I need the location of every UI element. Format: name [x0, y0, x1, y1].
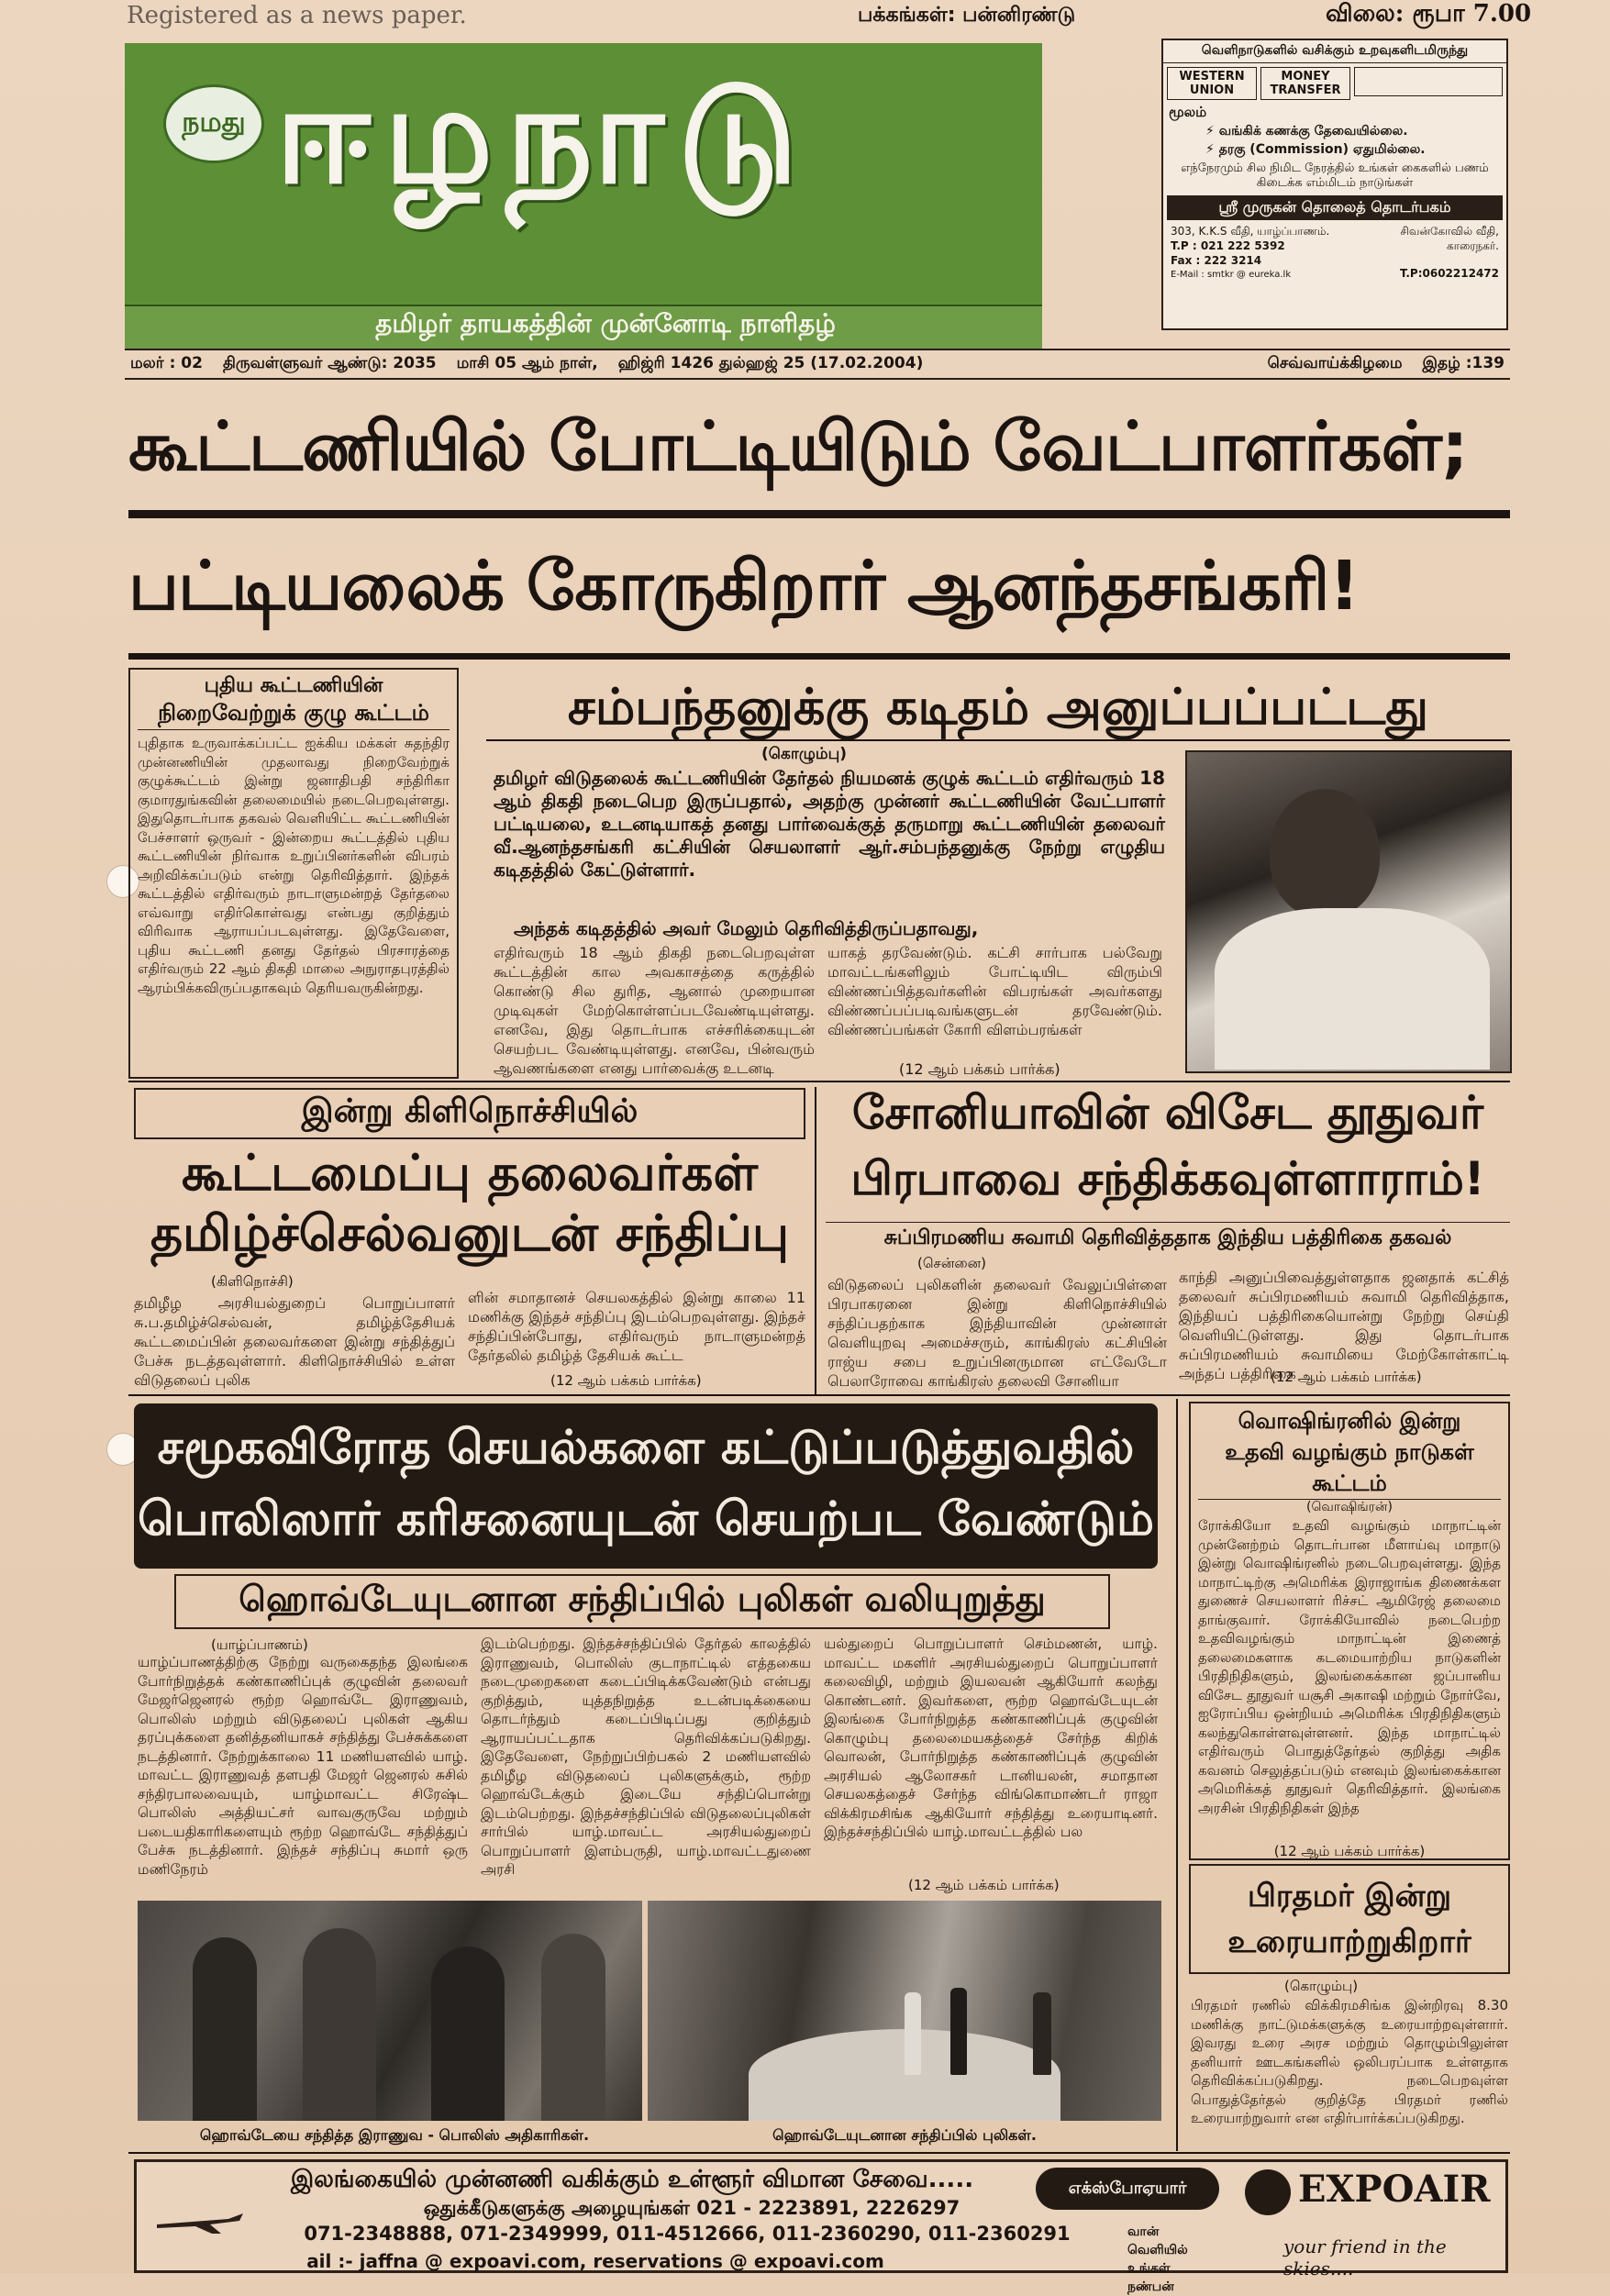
photo-caption-right: ஹொவ்டேயுடனான சந்திப்பில் புலிகள்.: [772, 2126, 1037, 2144]
officer-figure-2: [303, 1928, 376, 2121]
story-main-col-2: யாகத் தரவேண்டும். கட்சி சார்பாக பல்வேறு மாவட்டங்களிலும் போட்டியிட விரும்பி விண்ணப்பித்தவர்களின் விபரங்கள் அவர்களது விண்ணப்பப்படிவங்களுடன் தரவேண்டும். விண்ணப்பங்கள் கோரி விளம்பரங்கள்: [827, 944, 1162, 1038]
divider-bottom: [128, 2152, 1510, 2154]
expoair-logo-icon: [1245, 2169, 1291, 2215]
expoair-brand-tamil-box: [1036, 2168, 1219, 2210]
column-divider: [815, 1087, 816, 1394]
ad-phone: T.P : 021 222 5392: [1171, 239, 1285, 252]
headline-rule-bottom: [128, 653, 1510, 660]
masthead-title: ஈழநாடு: [275, 56, 811, 214]
ad-bullet-2: [1163, 140, 1506, 159]
story-kili-jump: (12 ஆம் பக்கம் பார்க்க): [550, 1372, 702, 1389]
masthead-tagline: தமிழர் தாயகத்தின் முன்னோடி நாளிதழ்: [375, 308, 836, 338]
story-kili-title-2: தமிழ்ச்செல்வனுடன் சந்திப்பு: [150, 1204, 790, 1262]
story-police-kicker: ஹொவ்டேயுடனான சந்திப்பில் புலிகள் வலியுறுத்து: [239, 1579, 1046, 1619]
ad-note: எந்நேரமும் சில நிமிட நேரத்தில் உங்கள் கைகளில் பணம் கிடைக்க எம்மிடம் நாடுங்கள்: [1181, 161, 1489, 190]
story-main-col-1: எதிர்வரும் 18 ஆம் திகதி நடைபெறவுள்ள கூட்டத்தின் கால அவகாசத்தை கருத்தில் கொண்டு சில துரித, ஆனால் முறையான முடிவுகள் மேற்கொள்ளப்படவேண்டியுள்ளது. எனவே, இது தொடர்பாக எச்சரிக்கையுடன் செயற்பட வேண்டியுள்ளது. எனவே, பின்வரும் ஆவணங்களை எனது பார்வைக்கு உடனடி: [494, 944, 815, 1077]
ad-company: ஸ்ரீ முருகன் தொலைத் தொடர்பகம்: [1167, 195, 1503, 220]
story-police-kicker-box: [174, 1574, 1110, 1629]
story-left-body: புதிதாக உருவாக்கப்பட்ட ஐக்கிய மக்கள் சுதந்திர முன்னணியின் முதலாவது நிறைவேற்றுக் குழுக்கூட்டம் இன்று ஜனாதிபதி சந்திரிகா குமாரதுங்கவின் தலைமையில் நடைபெறவுள்ளது. இதுதொடர்பாக தகவல் வெளியிட்ட கூட்டணியின் பேச்சாளர் ஒருவர் - இன்றைய கூட்டத்தில் புதிய கூட்டணியின் நிர்வாக உறுப்பினர்களின் விபரம் அறிவிக்கப்படும் என்று தெரிவித்தார். இந்தக் கூட்டத்தில் எதிர்வரும் நாடாளுமன்றத் தேர்தலை எவ்வாறு எதிர்கொள்வது என்பது குறித்தும் விரிவாக ஆராயப்படவுள்ளது. இதேவேளை, புதிய கூட்டணி தனது தேர்தல் பிரசாரத்தை எதிர்வரும் 22 ஆம் திகதி மாலை அநுராதபுரத்தில் ஆரம்பிக்கவிருப்பதாகவும் தெரியவருகின்றது.: [138, 735, 450, 996]
story-police-col-3: யல்துறைப் பொறுப்பாளர் செம்மணன், யாழ். மாவட்ட மகளிர் அரசியல்துறைப் பொறுப்பாளர் கலைவிழி, மற்றும் இயலவன் ஆகியோர் கலந்து கொண்டனர். இவர்களை, ரூற்ற ஹொவ்டேயுடன் இலங்கை போர்நிறுத்த கண்காணிப்புக் குழுவின் கொழும்பு தலைமையகத்தைச் சேர்ந்த கிறிக் வொலன், போர்நிறுத்த கண்காணிப்புக் குழுவின் அரசியல் ஆலோசகர் டானியலன், சமாதான செயலகத்தைச் சேர்ந்த விங்கொமாண்டர் ராஜா விக்கிரமசிங்க ஆகியோர் சந்தித்து உரையாடினர். இந்தச்சந்திப்பில் யாழ்.மாவட்டத்தில் பல: [824, 1636, 1158, 1840]
story-washington-title-2: உதவி வழங்கும் நாடுகள் கூட்டம்: [1198, 1436, 1501, 1500]
ad-branch: சிவன்கோவில் வீதி, காரைநகர்.: [1400, 225, 1499, 252]
photo-caption-left: ஹொவ்டேயை சந்தித்த இராணுவ - பொலிஸ் அதிகாரிகள்.: [199, 2126, 590, 2144]
story-pm-body: பிரதமர் ரணில் விக்கிரமசிங்க இன்றிரவு 8.30 மணிக்கு நாட்டுமக்களுக்கு உரையாற்றவுள்ளார். இவரது உரை அரச மற்றும் தொழும்பிலுள்ள தனியார் ஊடகங்களில் ஒலிபரப்பாக உள்ளதாக தெரிவிக்கப்படுகிறது. நடைபெறவுள்ள பொதுத்தேர்தல் குறித்தே பிரதமர் ரணில் உரையாற்றுவார் என எதிர்பார்க்கப்படுகிறது.: [1191, 1997, 1508, 2126]
money-transfer-logo: MONEY TRANSFER: [1260, 67, 1350, 100]
expoair-slogan: your friend in the skies....: [1283, 2235, 1447, 2279]
story-police-jump: (12 ஆம் பக்கம் பார்க்க): [908, 1877, 1060, 1893]
story-main-jump: (12 ஆம் பக்கம் பார்க்க): [899, 1060, 1060, 1078]
ad-bullet-2-text: தரகு (Commission) ஏதுமில்லை.: [1218, 142, 1426, 157]
page-count: பக்கங்கள்: பன்னிரண்டு: [858, 4, 1076, 27]
story-kili-col-1: தமிழீழ அரசியல்துறைப் பொறுப்பாளர் சு.ப.தமிழ்ச்செல்வன், தமிழ்த்தேசியக் கூட்டமைப்பின் தலைவர்களை இன்று சந்தித்துப் பேச்சு நடத்தவுள்ளார். கிளிநொச்சியில் உள்ள விடுதலைப் புலிக: [134, 1294, 455, 1389]
story-pm-box: [1189, 1864, 1510, 1974]
lightning-icon: ⚡: [1205, 124, 1219, 139]
story-sonia-col-2: காந்தி அனுப்பிவைத்துள்ளதாக ஜனதாக் கட்சித் தலைவர் சுப்பிரமணியம் சுவாமி தெரிவித்தாக, இந்தியப் பத்திரிகையொன்று நேற்று செய்தி வெளியிட்டுள்ளது. இது தொடர்பாக சுப்பிரமணியம் சுவாமியை மேற்கோள்காட்டி அந்தப் பத்திரிகை: [1179, 1269, 1509, 1382]
ad-header: வெளிநாடுகளில் வசிக்கும் உறவுகளிடமிருந்து: [1163, 40, 1506, 63]
dateline-year: திருவள்ளுவர் ஆண்டு: 2035: [222, 354, 437, 372]
story-sonia-title-2: பிரபாவை சந்திக்கவுள்ளாராம்!: [850, 1152, 1485, 1205]
masthead-badge-text: நமது: [182, 105, 246, 139]
headline-line-2: பட்டியலைக் கோருகிறார் ஆனந்தசங்கரி!: [128, 547, 1360, 626]
airplane-icon: [155, 2208, 247, 2235]
expoair-brand-tamil: எக்ஸ்போஏயார்: [1068, 2178, 1187, 2198]
story-washington-title-1: வொஷிங்ரனில் இன்று: [1238, 1408, 1461, 1434]
officer-figure-3: [431, 1947, 505, 2121]
story-washington-box: [1189, 1402, 1510, 1860]
ad-via: மூலம்: [1169, 104, 1207, 120]
officer-figure-1: [193, 1937, 257, 2121]
story-sonia-title-1: சோனியாவின் விசேட தூதுவர்: [851, 1086, 1484, 1139]
dateline-issue: மலர் : 02: [130, 354, 203, 372]
ad-fax: Fax : 222 3214: [1171, 254, 1262, 267]
story-main-source: (கொழும்பு): [761, 745, 848, 763]
story-left-box: [128, 668, 459, 1079]
ad-logo-tamil: [1354, 67, 1503, 96]
story-police-title-1: சமூகவிரோத செயல்களை கட்டுப்படுத்துவதில்: [157, 1421, 1135, 1475]
ad-address: 303, K.K.S வீதி, யாழ்ப்பாணம்.: [1171, 225, 1330, 238]
dateline-day: செவ்வாய்க்கிழமை: [1267, 354, 1403, 372]
headline-line-1: கூட்டணியில் போட்டியிடும் வேட்பாளர்கள்;: [128, 407, 1468, 486]
western-union-logo: WESTERN UNION: [1167, 67, 1257, 100]
story-main-rule: [486, 739, 1510, 741]
headline-rule: [128, 510, 1510, 518]
column-divider-right: [1176, 1399, 1178, 2151]
story-kili-col-2: ளின் சமாதானச் செயலகத்தில் இன்று காலை 11 மணிக்கு இந்தச் சந்திப்பு இடம்பெறவுள்ளது. இந்தச் சந்திப்பின்போது, எதிர்வரும் நாடாளுமன்றத் தேர்தலில் தமிழ்த் தேசியக் கூட்ட: [468, 1289, 805, 1364]
story-washington-jump: (12 ஆம் பக்கம் பார்க்க): [1273, 1843, 1426, 1859]
expoair-ad: [134, 2159, 1508, 2294]
story-police-col-1: யாழ்ப்பாணத்திற்கு நேற்று வருகைதந்த இலங்கை போர்நிறுத்தக் கண்காணிப்புக் குழுவின் தலைவர் மேஜர்ஜெனரல் ரூற்ற ஹொவ்டே இராணுவம், பொலிஸ் மற்றும் விடுதலைப் புலிகள் ஆகிய தரப்புக்களை தனித்தனியாகச் சந்தித்து பேச்சுக்களை நடத்தினார். நேற்றுக்காலை 11 மணியளவில் யாழ். மாவட்ட இராணுவத் தளபதி மேஜர் ஜெனரல் சுசில் சந்திரபாலவையும், யாழ்மாவட்ட சிரேஷ்ட பொலிஸ் அத்தியட்சர் வாவகுருவே மற்றும் படையதிகாரிகளையும் ரூற்ற ஹொவ்டே சந்தித்துப் பேச்சு நடத்தினார். இந்தச் சந்திப்பு சுமார் ஒரு மணிநேரம்: [138, 1654, 468, 1878]
portrait-shirt: [1215, 908, 1490, 1070]
ad-bullet-1: [1163, 122, 1506, 140]
photo-tigers-meeting: [648, 1901, 1161, 2121]
story-left-title-1: புதிய கூட்டணியின்: [204, 674, 383, 697]
dateline-number: இதழ் :139: [1422, 354, 1505, 372]
story-main-title: சம்பந்தனுக்கு கடிதம் அனுப்பப்பட்டது: [567, 678, 1429, 736]
photo-ananthasangari: [1185, 750, 1512, 1073]
officer-figure-4: [541, 1934, 605, 2121]
money-transfer-ad: [1161, 39, 1508, 330]
story-police-title-2: பொலிஸார் கரிசனையுடன் செயற்பட வேண்டும்: [137, 1492, 1155, 1547]
expoair-ad-headline: இலங்கையில் முன்னணி வகிக்கும் உள்ளூர் விமான சேவை.....: [290, 2166, 974, 2193]
ad-branch-phone: T.P:0602212472: [1399, 267, 1499, 280]
story-kili-title-1: கூட்டமைப்பு தலைவர்கள்: [181, 1144, 759, 1202]
story-police-source: (யாழ்ப்பாணம்): [211, 1636, 308, 1653]
story-main-lead-2: அந்தக் கடிதத்தில் அவர் மேலும் தெரிவித்திருப்பதாவது,: [514, 917, 979, 939]
story-sonia-source: (சென்னை): [917, 1255, 986, 1271]
story-sonia-subtitle: சுப்பிரமணிய சுவாமி தெரிவித்ததாக இந்திய பத்திரிகை தகவல்: [826, 1222, 1510, 1252]
dateline-date: மாசி 05 ஆம் நாள்,: [456, 354, 598, 372]
story-left-title-2: நிறைவேற்றுக் குழு கூட்டம்: [138, 699, 450, 730]
photo-military-officials: [138, 1901, 642, 2121]
price: விலை: ரூபா 7.00: [1326, 0, 1532, 28]
ad-bullet-1-text: வங்கிக் கணக்கு தேவையில்லை.: [1218, 124, 1408, 139]
expoair-slogan-tamil: வான் வெளியில் உங்கள் நண்பன்: [1127, 2224, 1188, 2294]
story-sonia-jump: (12 ஆம் பக்கம் பார்க்க): [1271, 1369, 1422, 1385]
dateline-hijri: ஹிஜ்ரி 1426 துல்ஹஜ் 25 (17.02.2004): [617, 354, 924, 372]
story-pm-title-1: பிரதமர் இன்று: [1247, 1878, 1452, 1914]
expoair-ad-phones: 071-2348888, 071-2349999, 011-4512666, 011-2360290, 011-2360291: [304, 2223, 1071, 2245]
story-kili-kicker: இன்று கிளிநொச்சியில்: [301, 1093, 638, 1130]
dateline-bar: [125, 349, 1510, 380]
story-kili-source: (கிளிநொச்சி): [211, 1273, 294, 1290]
divider-lower: [128, 1394, 1510, 1396]
story-washington-source: (வொஷிங்ரன்): [1306, 1500, 1393, 1514]
story-washington-body: ரோக்கியோ உதவி வழங்கும் மாநாட்டின் முன்னேற்றம் தொடர்பான மீளாய்வு மாநாடு இன்று வொஷிங்ரனில் நடைபெறவுள்ளது. இந்த மாநாட்டிற்கு அமெரிக்க இராஜாங்க திணைக்கள துணைச் செயலாளர் ரிச்சட் ஆமிரேஜ் தலைமை தாங்குவார். ரோக்கியோவில் நடைபெற்ற உதவிவழங்கும் மாநாட்டின் இணைத் தலைமைகளாக கடமையாற்றிய நாடுகளின் பிரதிநிதிகளும், இலங்கைக்கான ஜப்பானிய விசேட தூதுவர் யசூசி அகாஷி மற்றும் நோர்வே, ஐரோப்பிய ஒன்றியம் அமெரிக்க பிரதிநிதிகளும் கலந்துகொள்ளவுள்ளனர். இந்த மாநாட்டில் எதிர்வரும் பொதுத்தேர்தல் குறித்து அதிக கவனம் செலுத்தப்படும் எனவும் இலங்கைக்கான அமெரிக்கத் தூதுவர் தெரிவித்தார். இலங்கை அரசின் பிரதிநிதிகள் இந்த: [1198, 1517, 1501, 1816]
story-police-col-2: இடம்பெற்றது. இந்தச்சந்திப்பில் தேர்தல் காலத்தில் இராணுவம், பொலிஸ் குடாநாட்டில் எத்தகைய நடைமுறைகளை கடைப்பிடிக்கவேண்டும் என்பது குறித்தும், யுத்தநிறுத்த உடன்படிக்கையை தொடர்ந்தும் கடைப்பிடிப்பது குறித்தும் ஆராயப்பட்டதாக தெரிவிக்கப்படுகிறது. இதேவேளை, நேற்றுப்பிற்பகல் 2 மணியளவில் தமிழீழ விடுதலைப் புலிகளுக்கும், ரூற்ற ஹொவ்டேக்கும் இடையே சந்திப்பொன்று இடம்பெற்றது. இந்தச்சந்திப்பில் விடுதலைப்புலிகள் சார்பில் யாழ்.மாவட்ட அரசியல்துறைப் பொறுப்பாளர் இளம்பருதி, யாழ்.மாவட்டதுணை அரசி: [481, 1636, 811, 1878]
story-sonia-col-1: விடுதலைப் புலிகளின் தலைவர் வேலுப்பிள்ளை பிரபாகரனை இன்று கிளிநொச்சியில் சந்திப்பதற்காக இந்தியாவின் முன்னாள் வெளியுறவு அமைச்சரும், காங்கிரஸ் கட்சியின் ராஜ்ய சபை உறுப்பினருமான எட்வேடோ பெலாரோவை காங்கிரஸ் தலைவி சோனியா: [827, 1276, 1167, 1390]
story-main-lead: தமிழர் விடுதலைக் கூட்டணியின் தேர்தல் நியமனக் குழுக் கூட்டம் எதிர்வரும் 18 ஆம் திகதி நடைபெற இருப்பதால், அதற்கு முன்னர் கூட்டணியின் வேட்பாளர் பட்டியலை, உடனடியாகத் தனது பார்வைக்குத் தருமாறு கூட்டணியின் தலைவர் வீ.ஆனந்தசங்கரி கட்சியின் செயலாளர் ஆர்.சம்பந்தனுக்கு நேற்று எழுதிய கடிதத்தில் கேட்டுள்ளார்.: [494, 767, 1165, 881]
story-pm-source: (கொழும்பு): [1284, 1978, 1359, 1994]
registered-note: Registered as a news paper.: [127, 2, 467, 29]
story-kili-kicker-box: [134, 1088, 805, 1139]
expoair-ad-email: ail :- jaffna @ expoavi.com, reservations @ expoavi.com: [306, 2250, 884, 2272]
bottle-1: [905, 1992, 921, 2075]
portrait-head: [1270, 789, 1380, 917]
masthead-badge: [163, 84, 264, 163]
expoair-brand: EXPOAIR: [1298, 2168, 1491, 2211]
expoair-ad-booking: ஒதுக்கீடுகளுக்கு அழையுங்கள் 021 - 2223891, 2226297: [423, 2197, 960, 2219]
lightning-icon: ⚡: [1205, 142, 1219, 157]
bottle-3: [1033, 1992, 1051, 2075]
ad-email: E-Mail : smtkr @ eureka.lk: [1171, 270, 1292, 280]
bottle-2: [950, 1988, 967, 2075]
story-pm-title-2: உரையாற்றுகிறார்: [1227, 1924, 1471, 1960]
